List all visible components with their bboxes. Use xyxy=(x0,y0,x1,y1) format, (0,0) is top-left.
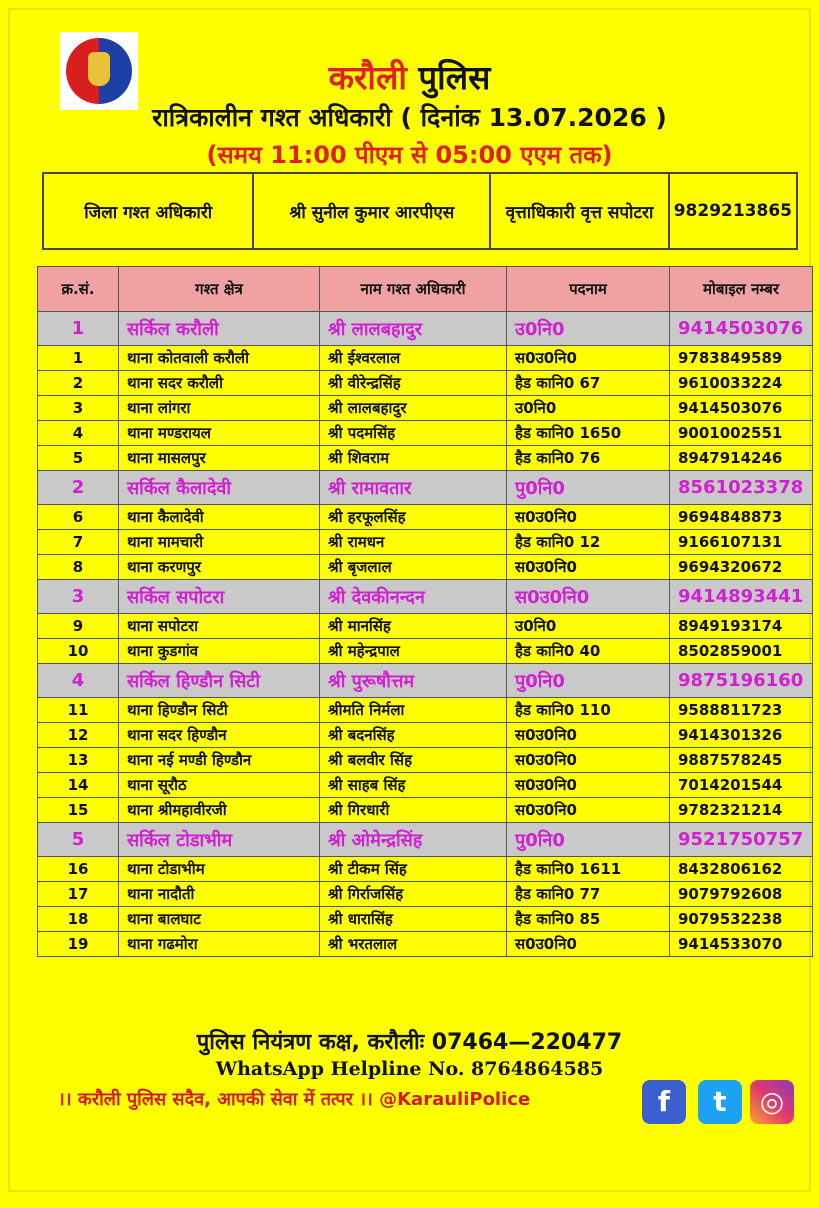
row-post: स0उ0नि0 xyxy=(507,773,670,798)
row-post: हैड कानि0 12 xyxy=(507,530,670,555)
facebook-icon[interactable]: f xyxy=(642,1080,686,1124)
row-sn: 19 xyxy=(38,932,119,957)
row-area: थाना कैलादेवी xyxy=(119,505,320,530)
row-post: स0उ0नि0 xyxy=(507,798,670,823)
row-officer: श्री धारासिंह xyxy=(320,907,507,932)
row-post: उ0नि0 xyxy=(507,312,670,346)
row-officer: श्री पदमसिंह xyxy=(320,421,507,446)
row-post: स0उ0नि0 xyxy=(507,932,670,957)
row-officer: श्री लालबहादुर xyxy=(320,396,507,421)
row-post: स0उ0नि0 xyxy=(507,748,670,773)
row-area: थाना सपोटरा xyxy=(119,614,320,639)
row-mobile: 9588811723 xyxy=(670,698,813,723)
row-post: पु0नि0 xyxy=(507,471,670,505)
row-post: स0उ0नि0 xyxy=(507,555,670,580)
row-officer: श्री रामधन xyxy=(320,530,507,555)
row-officer: श्री हरफूलसिंह xyxy=(320,505,507,530)
district-officer-name: श्री सुनील कुमार आरपीएस xyxy=(253,173,490,249)
row-officer: श्री टीकम सिंह xyxy=(320,857,507,882)
row-officer: श्री महेन्द्रपाल xyxy=(320,639,507,664)
row-mobile: 8947914246 xyxy=(670,446,813,471)
row-area: थाना मण्डरायल xyxy=(119,421,320,446)
row-officer: श्री पुरूषौत्तम xyxy=(320,664,507,698)
row-area: थाना टोडाभीम xyxy=(119,857,320,882)
row-sn: 3 xyxy=(38,396,119,421)
row-mobile: 9887578245 xyxy=(670,748,813,773)
row-area: थाना नादौती xyxy=(119,882,320,907)
district-officer-table xyxy=(42,172,798,250)
row-mobile: 9079532238 xyxy=(670,907,813,932)
row-mobile: 8561023378 xyxy=(670,471,813,505)
header-sn: क्र.सं. xyxy=(38,267,119,312)
row-officer: श्री रामावतार xyxy=(320,471,507,505)
row-post: पु0नि0 xyxy=(507,664,670,698)
header-area: गश्त क्षेत्र xyxy=(119,267,320,312)
row-sn: 5 xyxy=(38,446,119,471)
circle-row xyxy=(38,312,813,346)
row-sn: 5 xyxy=(38,823,119,857)
row-area: थाना सदर करौली xyxy=(119,371,320,396)
row-area: सर्किल सपोटरा xyxy=(119,580,320,614)
row-mobile: 9001002551 xyxy=(670,421,813,446)
table-row xyxy=(38,882,813,907)
row-area: थाना गढमोरा xyxy=(119,932,320,957)
circle-row xyxy=(38,580,813,614)
row-area: थाना करणपुर xyxy=(119,555,320,580)
table-body xyxy=(38,312,813,957)
row-sn: 6 xyxy=(38,505,119,530)
table-header-row xyxy=(38,267,813,312)
row-post: स0उ0नि0 xyxy=(507,723,670,748)
row-area: थाना हिण्डौन सिटी xyxy=(119,698,320,723)
table-row xyxy=(38,723,813,748)
row-sn: 16 xyxy=(38,857,119,882)
district-label: जिला गश्त अधिकारी xyxy=(43,173,253,249)
row-officer: श्री देवकीनन्दन xyxy=(320,580,507,614)
row-mobile: 9079792608 xyxy=(670,882,813,907)
row-mobile: 8432806162 xyxy=(670,857,813,882)
whatsapp-helpline: WhatsApp Helpline No. 8764864585 xyxy=(215,1058,604,1080)
row-officer: श्री भरतलाल xyxy=(320,932,507,957)
row-officer: श्री गिरधारी xyxy=(320,798,507,823)
row-officer: श्री बलवीर सिंह xyxy=(320,748,507,773)
row-mobile: 9414893441 xyxy=(670,580,813,614)
table-row xyxy=(38,614,813,639)
row-mobile: 9521750757 xyxy=(670,823,813,857)
row-sn: 1 xyxy=(38,346,119,371)
row-officer: श्री बदनसिंह xyxy=(320,723,507,748)
district-officer-post: वृत्ताधिकारी वृत्त सपोटरा xyxy=(490,173,668,249)
instagram-icon[interactable]: ◎ xyxy=(750,1080,794,1124)
row-post: हैड कानि0 1611 xyxy=(507,857,670,882)
page-subtitle: रात्रिकालीन गश्त अधिकारी ( दिनांक 13.07.2026 ) xyxy=(152,103,667,132)
row-area: थाना बालघाट xyxy=(119,907,320,932)
row-area: सर्किल टोडाभीम xyxy=(119,823,320,857)
row-area: थाना कुडगांव xyxy=(119,639,320,664)
table-row xyxy=(38,346,813,371)
row-mobile: 8949193174 xyxy=(670,614,813,639)
row-post: स0उ0नि0 xyxy=(507,346,670,371)
table-row xyxy=(38,421,813,446)
row-sn: 4 xyxy=(38,421,119,446)
circle-row xyxy=(38,471,813,505)
table-row xyxy=(38,932,813,957)
row-mobile: 9875196160 xyxy=(670,664,813,698)
table-row xyxy=(38,371,813,396)
row-sn: 2 xyxy=(38,371,119,396)
row-post: हैड कानि0 110 xyxy=(507,698,670,723)
page-title xyxy=(10,54,809,99)
row-mobile: 9782321214 xyxy=(670,798,813,823)
row-mobile: 9414503076 xyxy=(670,312,813,346)
table-row xyxy=(38,773,813,798)
row-mobile: 9783849589 xyxy=(670,346,813,371)
row-post: हैड कानि0 76 xyxy=(507,446,670,471)
row-post: हैड कानि0 40 xyxy=(507,639,670,664)
row-mobile: 9694320672 xyxy=(670,555,813,580)
row-area: थाना सूरौठ xyxy=(119,773,320,798)
row-mobile: 9414533070 xyxy=(670,932,813,957)
row-officer: श्री शिवराम xyxy=(320,446,507,471)
row-officer: श्रीमति निर्मला xyxy=(320,698,507,723)
row-post: स0उ0नि0 xyxy=(507,580,670,614)
row-area: थाना नई मण्डी हिण्डौन xyxy=(119,748,320,773)
table-row xyxy=(38,639,813,664)
row-sn: 11 xyxy=(38,698,119,723)
row-post: उ0नि0 xyxy=(507,396,670,421)
row-sn: 15 xyxy=(38,798,119,823)
row-area: थाना श्रीमहावीरजी xyxy=(119,798,320,823)
row-sn: 10 xyxy=(38,639,119,664)
table-row xyxy=(38,857,813,882)
row-officer: श्री ईश्वरलाल xyxy=(320,346,507,371)
table-row xyxy=(38,530,813,555)
row-post: हैड कानि0 1650 xyxy=(507,421,670,446)
table-row xyxy=(38,446,813,471)
row-area: थाना कोतवाली करौली xyxy=(119,346,320,371)
table-row xyxy=(38,748,813,773)
row-sn: 9 xyxy=(38,614,119,639)
circle-row xyxy=(38,664,813,698)
row-mobile: 9694848873 xyxy=(670,505,813,530)
table-row xyxy=(38,505,813,530)
title-district: करौली xyxy=(328,58,407,97)
row-post: हैड कानि0 85 xyxy=(507,907,670,932)
row-sn: 8 xyxy=(38,555,119,580)
row-post: स0उ0नि0 xyxy=(507,505,670,530)
row-officer: श्री मानसिंह xyxy=(320,614,507,639)
row-sn: 7 xyxy=(38,530,119,555)
row-officer: श्री बृजलाल xyxy=(320,555,507,580)
title-police: पुलिस xyxy=(418,58,491,97)
circle-row xyxy=(38,823,813,857)
row-mobile: 9414301326 xyxy=(670,723,813,748)
table-row xyxy=(38,698,813,723)
row-area: थाना मामचारी xyxy=(119,530,320,555)
row-sn: 2 xyxy=(38,471,119,505)
row-sn: 12 xyxy=(38,723,119,748)
district-officer-mobile: 9829213865 xyxy=(669,173,797,249)
row-area: सर्किल करौली xyxy=(119,312,320,346)
row-post: हैड कानि0 77 xyxy=(507,882,670,907)
row-officer: श्री ओमेन्द्रसिंह xyxy=(320,823,507,857)
row-sn: 13 xyxy=(38,748,119,773)
row-mobile: 9414503076 xyxy=(670,396,813,421)
row-mobile: 7014201544 xyxy=(670,773,813,798)
header-post: पदनाम xyxy=(507,267,670,312)
row-sn: 1 xyxy=(38,312,119,346)
row-sn: 18 xyxy=(38,907,119,932)
row-officer: श्री गिर्राजसिंह xyxy=(320,882,507,907)
patrol-notice xyxy=(8,8,811,1192)
row-mobile: 9610033224 xyxy=(670,371,813,396)
twitter-icon[interactable]: t xyxy=(698,1080,742,1124)
row-sn: 4 xyxy=(38,664,119,698)
control-room-number: पुलिस नियंत्रण कक्ष, करौलीः 07464—220477 xyxy=(196,1030,623,1055)
table-row xyxy=(38,555,813,580)
row-post: हैड कानि0 67 xyxy=(507,371,670,396)
row-area: सर्किल कैलादेवी xyxy=(119,471,320,505)
row-officer: श्री साहब सिंह xyxy=(320,773,507,798)
patrol-timing: (समय 11:00 पीएम से 05:00 एएम तक) xyxy=(206,141,613,169)
row-mobile: 8502859001 xyxy=(670,639,813,664)
row-area: सर्किल हिण्डौन सिटी xyxy=(119,664,320,698)
table-row xyxy=(38,798,813,823)
row-post: पु0नि0 xyxy=(507,823,670,857)
row-post: उ0नि0 xyxy=(507,614,670,639)
table-row xyxy=(38,396,813,421)
row-sn: 3 xyxy=(38,580,119,614)
police-slogan: ।। करौली पुलिस सदैव, आपकी सेवा में तत्पर ।। @KarauliPolice xyxy=(58,1089,531,1110)
row-sn: 14 xyxy=(38,773,119,798)
header-mobile: मोबाइल नम्बर xyxy=(670,267,813,312)
row-area: थाना सदर हिण्डौन xyxy=(119,723,320,748)
row-officer: श्री लालबहादुर xyxy=(320,312,507,346)
table-row xyxy=(38,907,813,932)
header-officer: नाम गश्त अधिकारी xyxy=(320,267,507,312)
row-area: थाना लांगरा xyxy=(119,396,320,421)
row-sn: 17 xyxy=(38,882,119,907)
row-area: थाना मासलपुर xyxy=(119,446,320,471)
row-officer: श्री वीरेन्द्रसिंह xyxy=(320,371,507,396)
row-mobile: 9166107131 xyxy=(670,530,813,555)
patrol-table xyxy=(37,266,813,957)
